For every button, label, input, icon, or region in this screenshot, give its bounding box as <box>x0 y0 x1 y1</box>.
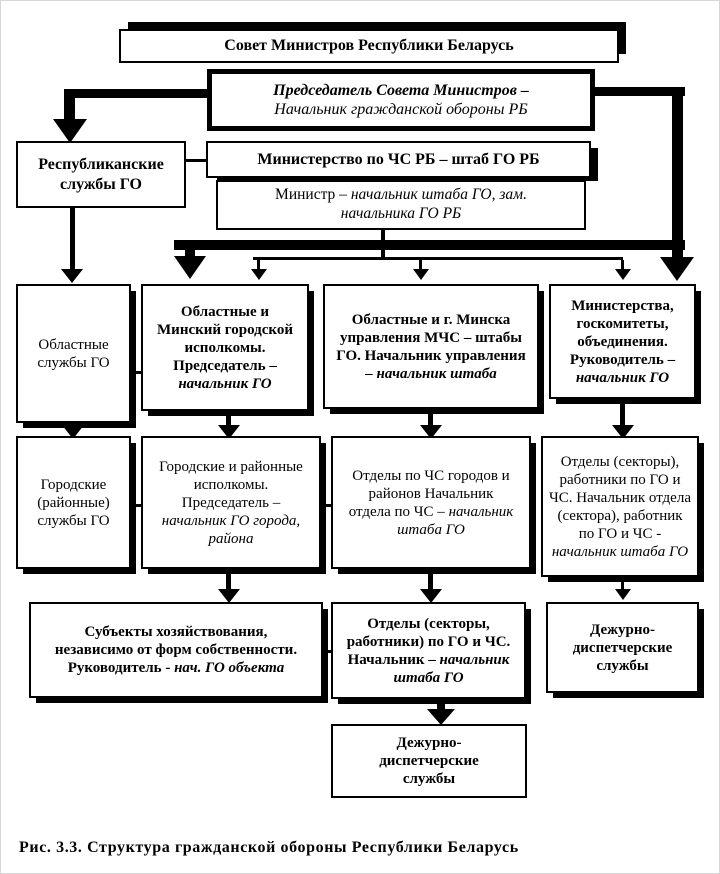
box-subekty <box>29 602 323 698</box>
box-ministerstva-goskomitety-label: Министерства, госкомитеты, объединения. Руководитель – начальник ГО <box>569 297 676 386</box>
box-dezhurno-dispatch-1 <box>546 602 699 693</box>
connector-chairman-left-vertical <box>64 89 75 121</box>
connector-chairman-right-vertical <box>672 87 683 259</box>
connector-r3c3-down-stem <box>428 569 433 591</box>
box-resp-sluzhby-label: Республиканские службы ГО <box>38 156 164 193</box>
arrowhead-to-obl-ispolkomy-thin <box>251 269 267 280</box>
connector-resp-ministerstvo <box>186 159 206 162</box>
box-otdely-go-chs-label: Отделы (секторы, работники) по ГО и ЧС. Начальник – начальник штаба ГО <box>346 615 511 686</box>
box-otdely-chs-gorodov <box>331 436 531 569</box>
box-ministr <box>216 180 586 230</box>
box-ministerstvo-chs <box>206 141 591 178</box>
connector-r2c4-down-stem <box>620 399 625 427</box>
box-ministr-label: Министр – начальник штаба ГО, зам. начальника ГО РБ <box>275 186 527 222</box>
box-obl-sluzhby <box>16 284 131 423</box>
box-otdely-go-chs <box>331 602 526 699</box>
box-ministerstva-goskomitety <box>549 284 696 399</box>
box-predsedatel <box>207 69 595 131</box>
distribution-line-thin <box>253 257 623 260</box>
box-dezhurno-dispatch-2-label: Дежурно-диспетчерские службы <box>379 735 479 787</box>
box-obl-upravleniya-mchs <box>323 284 539 409</box>
connector-r4c12-r4c3 <box>323 650 331 653</box>
box-sovet-ministrov-label: Совет Министров Республики Беларусь <box>224 37 514 55</box>
box-obl-ispolkomy-label: Областные и Минский городской исполкомы. Председатель – начальник ГО <box>157 303 293 392</box>
arrowhead-to-subekty <box>218 589 240 603</box>
figure-caption: Рис. 3.3. Структура гражданской обороны Республики Беларусь <box>19 839 519 856</box>
arrowhead-to-obl-upravleniya-thin <box>413 269 429 280</box>
arrowhead-to-obl-sluzhby <box>61 269 83 283</box>
box-otdely-chs-gorodov-label: Отделы по ЧС городов и районов Начальник отдела по ЧС – начальник штаба ГО <box>348 467 514 538</box>
box-dezhurno-dispatch-2 <box>331 724 527 798</box>
connector-chairman-left-horizontal <box>65 89 207 98</box>
box-gor-ispolkomy <box>141 436 321 569</box>
box-resp-sluzhby <box>16 141 186 208</box>
box-obl-sluzhby-label: Областные службы ГО <box>37 336 110 371</box>
box-gor-ispolkomy-label: Городские и районные исполкомы. Председатель – начальник ГО города, района <box>159 458 303 547</box>
box-subekty-label: Субъекты хозяйствования, независимо от форм собственности. Руководитель - нач. ГО объекта <box>54 624 298 676</box>
connector-r3c2-down-stem <box>226 569 231 591</box>
box-obl-upravleniya-mchs-label: Областные и г. Минска управления МЧС – штабы ГО. Начальник управления – начальник штаба <box>336 311 526 382</box>
arrowhead-to-ministerstva-thick <box>660 257 694 281</box>
arrowhead-to-otdely-go-chs <box>420 589 442 603</box>
arrowhead-to-dezhurno-1 <box>615 589 631 600</box>
arrowhead-to-ministerstva-thin <box>615 269 631 280</box>
box-otdely-sektory-rabotniki-label: Отделы (секторы), работники по ГО и ЧС. Начальник отдела (сектора), работник по ГО и ЧС - начальник штаба ГО <box>549 453 691 560</box>
box-ministerstvo-chs-label: Министерство по ЧС РБ – штаб ГО РБ <box>257 150 540 168</box>
box-predsedatel-line2: Начальник гражданской обороны РБ <box>274 101 528 118</box>
arrowhead-to-resp-sluzhby <box>53 119 87 143</box>
connector-r3c1-r3c2 <box>131 504 141 507</box>
box-gor-sluzhby-label: Городские (районные) службы ГО <box>37 476 110 529</box>
connector-r3c2-r3c3 <box>321 504 331 507</box>
box-gor-sluzhby <box>16 436 131 569</box>
arrowhead-to-dezhurno-2 <box>427 709 455 725</box>
arrowhead-to-obl-ispolkomy-thick <box>174 256 206 279</box>
connector-r2c1-r2c2 <box>131 371 141 374</box>
box-dezhurno-dispatch-1-label: Дежурно-диспетчерские службы <box>572 621 673 674</box>
box-predsedatel-line1: Председатель Совета Министров – <box>273 81 529 99</box>
distribution-bar-thick <box>174 240 685 250</box>
box-obl-ispolkomy <box>141 284 309 411</box>
box-sovet-ministrov <box>119 29 619 63</box>
connector-resp-to-obl-stem <box>70 208 75 270</box>
box-otdely-sektory-rabotniki <box>541 436 699 577</box>
